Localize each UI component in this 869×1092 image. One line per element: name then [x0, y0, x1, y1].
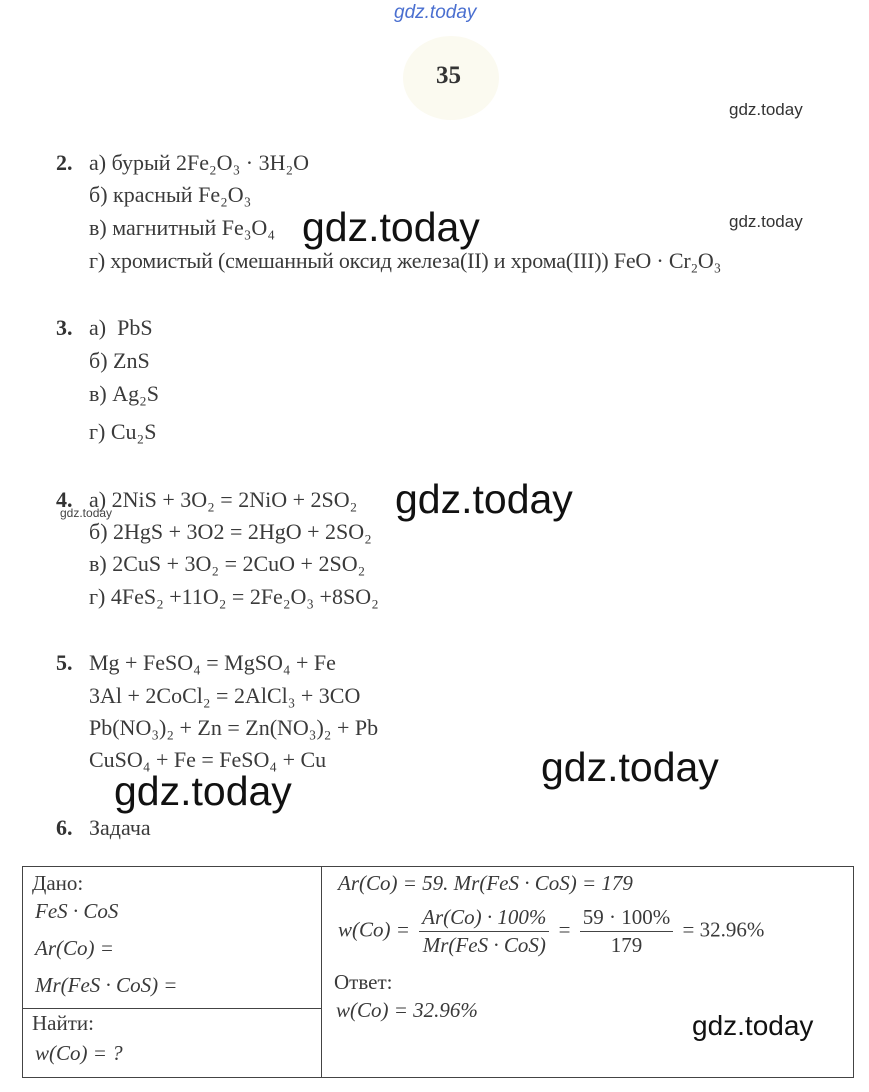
task-2-line-a: а) бурый 2Fe₂O₃ · 3H₂O — [89, 150, 310, 175]
task-6-table — [22, 866, 854, 1078]
task-3-line-a: а) PbS — [89, 315, 153, 340]
formula: 2Fe₂O₃ · 3H₂O — [176, 150, 310, 175]
formula: Fe₂O₃ — [198, 182, 252, 207]
watermark-large-3: gdz.today — [541, 744, 719, 790]
task-3-number: 3. — [56, 315, 73, 340]
watermark-small-2: gdz.today — [729, 212, 803, 231]
answer-label: Ответ: — [334, 970, 393, 994]
task-2-line-c: в) магнитный Fe₃O₄ — [89, 215, 275, 240]
task-3-line-d: г) Cu₂S — [89, 419, 157, 444]
task-2-line-b: б) красный Fe₂O₃ — [89, 182, 252, 207]
answer-value: w(Co) = 32.96% — [336, 998, 478, 1022]
given-line-1: FeS · CoS — [35, 899, 119, 923]
formula: Fe₃O₄ — [221, 215, 275, 240]
task-4-line-d: г) 4FeS₂ +11O₂ = 2Fe₂O₃ +8SO₂ — [89, 584, 379, 609]
task-5-line-2: 3Al + 2CoCl₂ = 2AlCl₃ + 3CO — [89, 683, 361, 708]
solution-formula: w(Co) = $\frac{Ar(Co) \cdot 100\%}{\text{Mr(FeS · CoS)}}$ = $\frac{59 \cdot 100\%}{179}$ = 32.96% — [338, 905, 765, 957]
watermark-large-4: gdz.today — [114, 768, 292, 814]
fraction-general: $\frac{Ar(Co) \cdot 100\%}{\text{Mr(FeS · CoS)}}$ — [419, 905, 549, 958]
given-cell — [23, 867, 322, 1009]
task-2-line-d: г) хромистый (смешанный оксид железа(II) и хрома(III)) FeO · Cr₂O₃ — [89, 248, 722, 273]
task-4-line-b: б) 2HgS + 3O2 = 2HgO + 2SO₂ — [89, 519, 372, 544]
given-label: Дано: — [32, 871, 84, 895]
task-5-line-3: Pb(NO₃)₂ + Zn = Zn(NO₃)₂ + Pb — [89, 715, 379, 740]
watermark-large-2: gdz.today — [395, 476, 573, 522]
task-5-number: 5. — [56, 650, 73, 675]
find-line: w(Co) = ? — [35, 1041, 123, 1065]
solution-cell — [322, 867, 854, 1078]
watermark-medium: gdz.today — [692, 1010, 814, 1041]
task-4-line-a: а) 2NiS + 3O₂ = 2NiO + 2SO₂ — [89, 487, 358, 512]
task-4-line-c: в) 2CuS + 3O₂ = 2CuO + 2SO₂ — [89, 551, 366, 576]
task-3-line-b: б) ZnS — [89, 348, 150, 373]
find-label: Найти: — [32, 1011, 94, 1035]
task-6-number: 6. — [56, 815, 73, 840]
task-6-title: Задача — [89, 815, 151, 840]
task-5-line-1: Mg + FeSO₄ = MgSO₄ + Fe — [89, 650, 336, 675]
task-2-number: 2. — [56, 150, 73, 175]
formula: FeO · Cr₂O₃ — [613, 248, 722, 273]
watermark-tiny: gdz.today — [60, 506, 113, 520]
task-4-number: 4. — [56, 487, 73, 512]
fraction-numeric: $\frac{59 \cdot 100\%}{179}$ — [580, 905, 674, 958]
task-3-line-c: в) Ag₂S — [89, 381, 160, 406]
given-line-2: Ar(Co) = — [35, 936, 114, 960]
task-5-line-4: CuSO₄ + Fe = FeSO₄ + Cu — [89, 747, 327, 772]
watermark-small-1: gdz.today — [729, 100, 803, 119]
solution-line-1: Ar(Co) = 59. Mr(FeS · CoS) = 179 — [338, 871, 633, 895]
watermark-top: gdz.today — [394, 2, 477, 23]
given-line-3: Mr(FeS · CoS) = — [35, 973, 178, 997]
watermark-large-1: gdz.today — [302, 204, 480, 250]
find-cell — [23, 1009, 322, 1078]
page-number: 35 — [436, 62, 461, 89]
